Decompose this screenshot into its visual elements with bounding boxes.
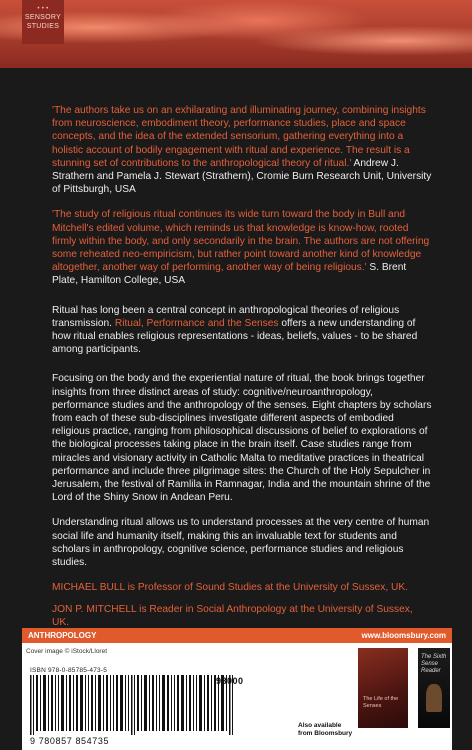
category-label: ANTHROPOLOGY [28, 631, 97, 640]
book-title: Ritual, Performance and the Senses [114, 317, 279, 329]
back-cover-text [52, 104, 432, 641]
barcode-number: 9 780857 854735 [30, 736, 110, 746]
publisher-website[interactable]: www.bloomsbury.com [361, 631, 446, 640]
price-code: 98000 [216, 676, 244, 686]
isbn-label: ISBN 978-0-85785-473-5 [30, 667, 108, 674]
blurb-paragraph-2: Focusing on the body and the experiential nature of ritual, the book brings together insights from three distinct areas of study: cognitive/neuroanthropology, performance studies and the anthropology of the senses. Eight chapters by scholars from each of these sub-disciplines investigate different aspects of embodied religious practice, ranging from philosophical discussions of belief to explorations of the biological processes taking place in the brain itself. Case studies range from miracles and visionary activity in Catholic Malta to meditative practices in theatrical performance and include three pilgrimage sites: the Church of the Holy Sepulcher in Jerusalem, the festival of Ramlila in Ramnagar, India and the mountain shrine of the Lord of the Shiny Snow in Andean Peru. [52, 373, 432, 504]
series-badge [22, 0, 64, 44]
series-line-1: SENSORY [24, 14, 62, 21]
related-book-cover-2[interactable] [418, 648, 450, 728]
series-line-2: STUDIES [26, 23, 60, 30]
related-book-title: The Life of the Senses [363, 696, 399, 709]
blurb-text: offers a new understanding of how ritual enables religious representations - ideas, beliefs, values - to be shared among participants. [52, 317, 418, 356]
endorsement-1 [52, 104, 432, 196]
endorsement-author: S. Brent Plate, Hamilton College, USA [52, 262, 407, 287]
related-book-cover-1[interactable] [358, 648, 408, 728]
publisher-panel [22, 628, 452, 750]
endorsement-author: Andrew J. Strathern and Pamela J. Stewart (Strathern), Cromie Burn Research Unit, University of Pittsburgh, USA [52, 157, 432, 196]
editor-bio-2: JON P. MITCHELL is Reader in Social Anthropology at the University of Sussex, UK. [52, 603, 413, 628]
editor-bio-1: MICHAEL BULL is Professor of Sound Studies at the University of Sussex, UK. [52, 582, 408, 594]
category-bar [22, 628, 452, 643]
blurb-text: Ritual has long been a central concept in anthropological theories of religious transmission. [52, 304, 400, 329]
blurb-paragraph-1 [52, 304, 432, 357]
endorsement-quote: 'The study of religious ritual continues its wide turn toward the body in Bull and Mitchell's edited volume, which reminds us that knowledge is know-how, rooted firmly within the body, and only secondarily in the brain. The authors are not offering some reheated neo-empiricism, but rather point toward another kind of knowledge altogether, another way of performing, another way of being religious.' [52, 209, 430, 274]
cover-credit: Cover image © iStock/Lloret [26, 648, 108, 655]
endorsement-quote: 'The authors take us on an exhilarating and illuminating journey, combining insights from neuroscience, embodiment theory, performance studies, place and space concepts, and the idea of the extended sensorium, gathering everything into a holistic account of bodily engagement with ritual and experience. The result is a stunning set of contributions to the anthropological theory of ritual.' [52, 105, 426, 169]
endorsement-2 [52, 208, 432, 287]
cover-figure-icon [426, 684, 442, 712]
series-dots-icon: • • • [37, 6, 49, 12]
also-available-label: Also available from Bloomsbury [298, 722, 353, 737]
cover-top-band [0, 0, 472, 68]
blurb-paragraph-3: Understanding ritual allows us to understand processes at the very centre of human social life and humanity itself, making this an invaluable text for students and scholars in anthropology, cognitive science, performance studies and religious studies. [52, 517, 430, 569]
related-book-title: The Sixth Sense Reader [421, 654, 447, 674]
